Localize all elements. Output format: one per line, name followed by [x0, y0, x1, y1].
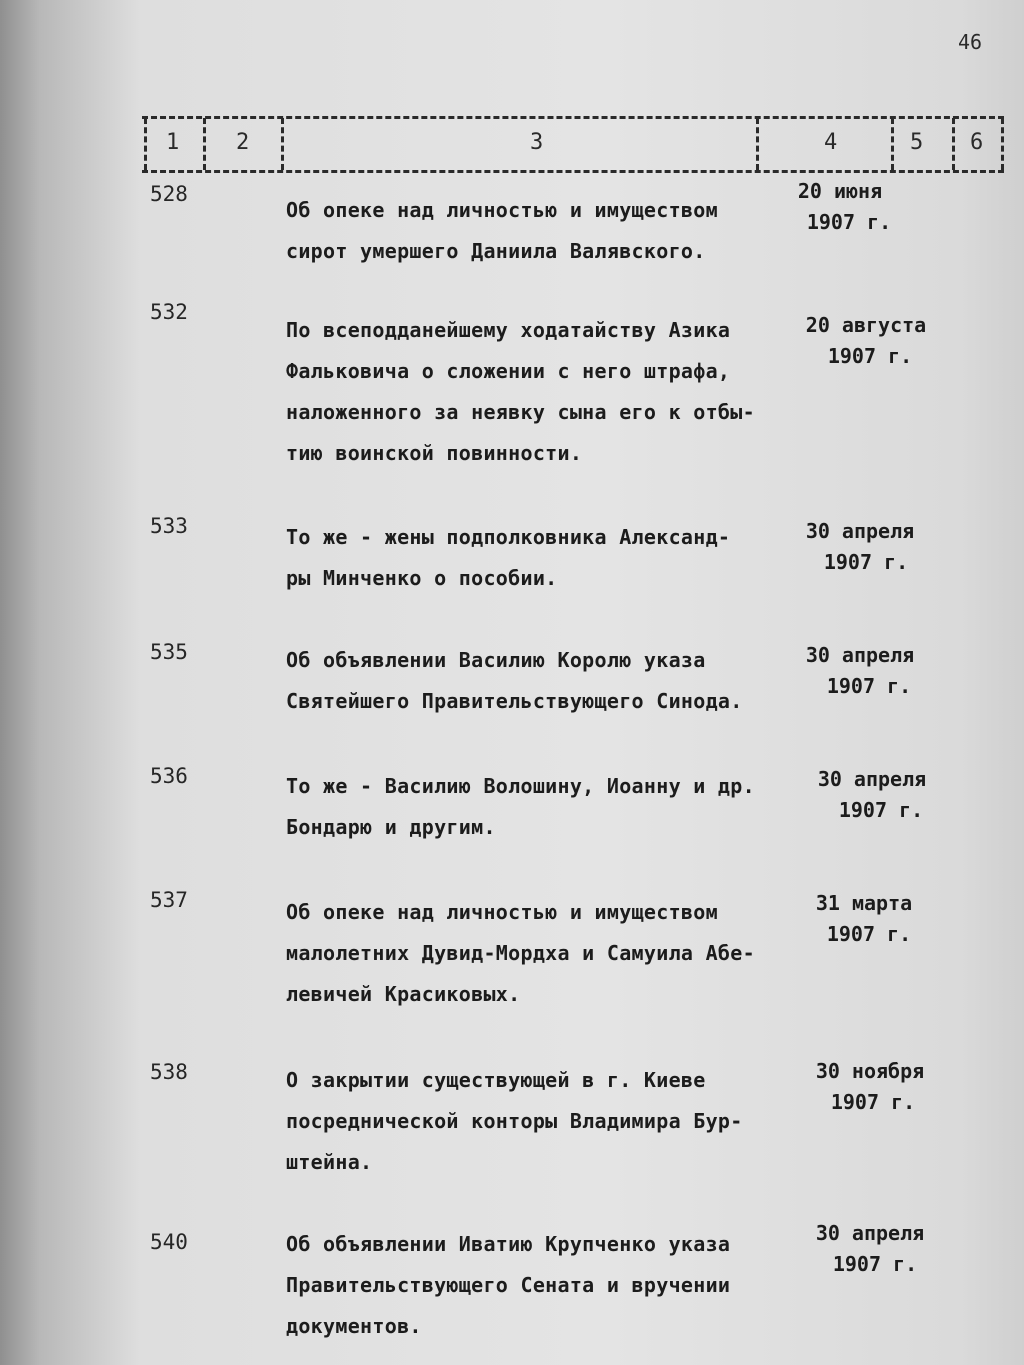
entry-description: Об объявлении Иватию Крупченко указа Правительствующего Сената и вручении документов. [286, 1232, 731, 1338]
entry-date-day: 20 июня [797, 179, 883, 203]
header-separator [891, 118, 894, 170]
entry-number: 540 [150, 1230, 188, 1254]
entry-description: Об опеке над личностью и имуществом сирот умершего Даниила Валявского. [286, 198, 718, 263]
entry-date-day: 30 апреля [805, 643, 915, 667]
entry-date-year: 1907 г. [826, 674, 912, 698]
column-number: 5 [910, 130, 924, 155]
entry-description: О закрытии существующей в г. Киеве посреднической конторы Владимира Бур- штейна. [286, 1068, 743, 1174]
column-number: 3 [530, 130, 544, 155]
entry-date [784, 888, 944, 950]
header-separator [203, 118, 206, 170]
entry-number: 536 [150, 764, 188, 788]
entry-number: 533 [150, 514, 188, 538]
entry-date-year: 1907 г. [826, 922, 912, 946]
header-separator [1001, 118, 1004, 170]
entry-date-day: 30 ноября [815, 1059, 925, 1083]
entry-date-day: 30 апреля [805, 519, 915, 543]
entry-date-year: 1907 г. [838, 798, 924, 822]
entry-number: 537 [150, 888, 188, 912]
entry-number: 535 [150, 640, 188, 664]
header-separator [756, 118, 759, 170]
column-number: 2 [236, 130, 250, 155]
entry-description: То же - Василию Волошину, Иоанну и др. Бондарю и другим. [286, 774, 755, 839]
entry-description: То же - жены подполковника Александ- ры Минченко о пособии. [286, 525, 731, 590]
entry-date-day: 30 апреля [815, 1221, 925, 1245]
entry-date-year: 1907 г. [806, 210, 892, 234]
entry-date-day: 30 апреля [817, 767, 927, 791]
header-separator [281, 118, 284, 170]
entry-date [780, 516, 940, 578]
entry-date [786, 310, 946, 372]
column-number: 4 [824, 130, 838, 155]
column-number: 1 [166, 130, 180, 155]
entry-description: Об объявлении Василию Королю указа Святейшего Правительствующего Синода. [286, 648, 743, 713]
entry-date-day: 20 августа [805, 313, 927, 337]
entry-number: 532 [150, 300, 188, 324]
entry-date-year: 1907 г. [823, 550, 909, 574]
entry-date [760, 176, 920, 238]
header-top-rule [142, 116, 1004, 119]
header-bottom-rule [142, 170, 1004, 173]
page-number: 46 [958, 30, 983, 54]
entry-date [790, 1218, 950, 1280]
entry-description: Об опеке над личностью и имуществом малолетних Дувид-Мордха и Самуила Абе- левичей Красиковых. [286, 900, 755, 1006]
entry-date-year: 1907 г. [827, 344, 913, 368]
header-separator [952, 118, 955, 170]
column-number: 6 [970, 130, 984, 155]
header-separator [144, 118, 147, 170]
entry-date [780, 640, 940, 702]
entry-date [790, 1056, 950, 1118]
entry-date [792, 764, 952, 826]
entry-description: По всеподданейшему ходатайству Азика Фальковича о сложении с него штрафа, наложенного за неявку сына его к отбы- тию воинской повинности. [286, 318, 755, 465]
entry-date-year: 1907 г. [832, 1252, 918, 1276]
entry-date-year: 1907 г. [830, 1090, 916, 1114]
entry-date-day: 31 марта [815, 891, 913, 915]
entry-number: 528 [150, 182, 188, 206]
entry-number: 538 [150, 1060, 188, 1084]
